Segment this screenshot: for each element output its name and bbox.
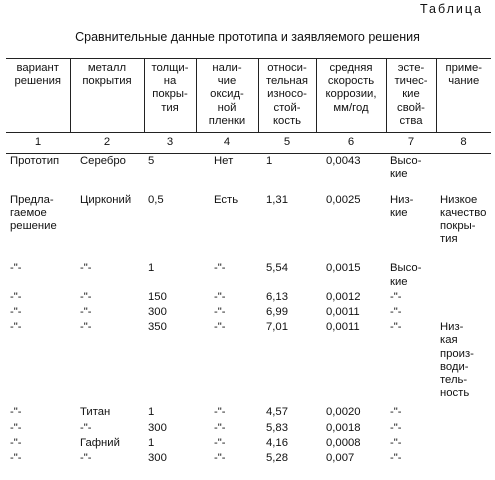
table-row: [6, 405, 491, 420]
table-cell: -"-: [10, 421, 22, 434]
table-cell: 1: [148, 262, 155, 275]
table-cell: -"-: [10, 452, 22, 465]
table-cell: -"-: [10, 436, 22, 449]
table-cell: 0,0015: [326, 262, 361, 275]
table-cell: Высо- кие: [390, 155, 422, 181]
table-cell: -"-: [10, 321, 22, 334]
table-row: [6, 320, 491, 401]
header-cell: нали- чие оксид- ной пленки: [196, 59, 258, 133]
table-cell: 7,01: [266, 321, 288, 334]
table-cell: 300: [148, 452, 167, 465]
table-cell: 0,0011: [326, 306, 360, 319]
row-spacer-cell: [6, 183, 491, 193]
table-cell: 6,13: [266, 290, 288, 303]
table-cell: -"-: [390, 290, 402, 303]
column-number: 4: [196, 133, 258, 154]
table-cell: [436, 154, 491, 183]
table-cell: 5,28: [266, 452, 288, 465]
table-cell: 4,57: [266, 406, 288, 419]
table-cell: 0,007: [326, 452, 355, 465]
comparison-table: [6, 58, 491, 466]
table-cell: -"-: [390, 421, 402, 434]
table-row: [6, 154, 491, 183]
column-number-row: [6, 133, 491, 154]
table-cell: -"-: [80, 452, 92, 465]
table-cell: Титан: [80, 406, 111, 419]
table-cell: 150: [148, 290, 167, 303]
table-cell: [436, 436, 491, 451]
table-cell: -"-: [390, 406, 402, 419]
table-title: Сравнительные данные прототипа и заявляемого решения: [75, 30, 420, 44]
table-cell: 0,0043: [326, 155, 361, 168]
table-cell: 0,0012: [326, 290, 361, 303]
table-cell: 1: [148, 406, 155, 419]
table-cell: [436, 290, 491, 305]
header-cell: средняя скорость коррозии, мм/год: [316, 59, 386, 133]
table-cell: 1: [266, 155, 273, 168]
table-cell: 300: [148, 421, 167, 434]
table-cell: -"-: [80, 290, 92, 303]
table-cell: -"-: [390, 321, 402, 334]
table-cell: Гафний: [80, 436, 120, 449]
header-row: [6, 59, 491, 133]
table-cell: 1: [148, 436, 155, 449]
table-row: [6, 193, 491, 248]
table-cell: 0,5: [148, 193, 164, 206]
header-cell: приме- чание: [436, 59, 491, 133]
table-cell: 0,0018: [326, 421, 361, 434]
column-number: 1: [6, 133, 70, 154]
column-number: 7: [386, 133, 436, 154]
table-row: [6, 261, 491, 289]
table-cell: Низ- кие: [390, 193, 414, 219]
table-cell: -"-: [214, 452, 226, 465]
table-cell: 5,83: [266, 421, 288, 434]
table-cell: Есть: [214, 193, 239, 206]
column-number: 2: [70, 133, 144, 154]
table-cell: -"-: [214, 290, 226, 303]
table-cell: Нет: [214, 155, 234, 168]
table-cell: -"-: [10, 306, 22, 319]
header-cell: вариант решения: [6, 59, 70, 133]
table-cell: [436, 405, 491, 420]
table-cell: Высо- кие: [390, 262, 422, 288]
table-cell: -"-: [80, 306, 92, 319]
row-spacer: [6, 183, 491, 193]
table-cell: 0,0011: [326, 321, 360, 334]
table-cell: 5: [148, 155, 155, 168]
table-cell: 6,99: [266, 306, 288, 319]
column-number: 3: [144, 133, 196, 154]
table-cell: -"-: [390, 306, 402, 319]
table-cell: -"-: [390, 436, 402, 449]
column-number: 5: [258, 133, 316, 154]
table-row: [6, 421, 491, 436]
table-cell: [436, 421, 491, 436]
table-cell: -"-: [214, 306, 226, 319]
column-number: 8: [436, 133, 491, 154]
table-cell: Низкое качество покры- тия: [440, 193, 487, 246]
table-cell: Прототип: [10, 155, 60, 168]
table-cell: Цирконий: [80, 193, 132, 206]
table-row: [6, 436, 491, 451]
header-cell: металл покрытия: [70, 59, 144, 133]
header-cell: относи- тельная износо- стой- кость: [258, 59, 316, 133]
table-row: [6, 290, 491, 305]
table-cell: [436, 305, 491, 320]
table-cell: -"-: [214, 321, 226, 334]
table-cell: -"-: [10, 262, 22, 275]
table-cell: [436, 451, 491, 466]
table-cell: -"-: [80, 262, 92, 275]
table-cell: -"-: [80, 321, 92, 334]
table-cell: 4,16: [266, 436, 288, 449]
row-spacer: [6, 247, 491, 261]
column-number: 6: [316, 133, 386, 154]
table-cell: 300: [148, 306, 167, 319]
table-cell: -"-: [80, 421, 92, 434]
table-cell: -"-: [214, 406, 226, 419]
header-cell: толщи- на покры- тия: [144, 59, 196, 133]
table-cell: -"-: [10, 406, 22, 419]
table-cell: Предла- гаемое решение: [10, 193, 57, 233]
table-row: [6, 305, 491, 320]
table-cell: 0,0008: [326, 436, 361, 449]
table-row: [6, 451, 491, 466]
table-cell: 0,0025: [326, 193, 361, 206]
table-cell: -"-: [214, 421, 226, 434]
table-cell: 0,0020: [326, 406, 361, 419]
table-body: [6, 154, 491, 467]
table-caption: Таблица: [419, 2, 483, 16]
table-cell: -"-: [10, 290, 22, 303]
table-cell: Серебро: [80, 155, 126, 168]
table-cell: -"-: [390, 452, 402, 465]
table-cell: -"-: [214, 436, 226, 449]
table-cell: 1,31: [266, 193, 288, 206]
table-cell: 350: [148, 321, 167, 334]
table-cell: 5,54: [266, 262, 288, 275]
table-cell: -"-: [214, 262, 226, 275]
table-cell: Низ- кая произ- води- тель- ность: [440, 321, 474, 400]
header-cell: эсте- тичес- кие свой- ства: [386, 59, 436, 133]
row-spacer-cell: [6, 247, 491, 261]
table-cell: [436, 261, 491, 289]
